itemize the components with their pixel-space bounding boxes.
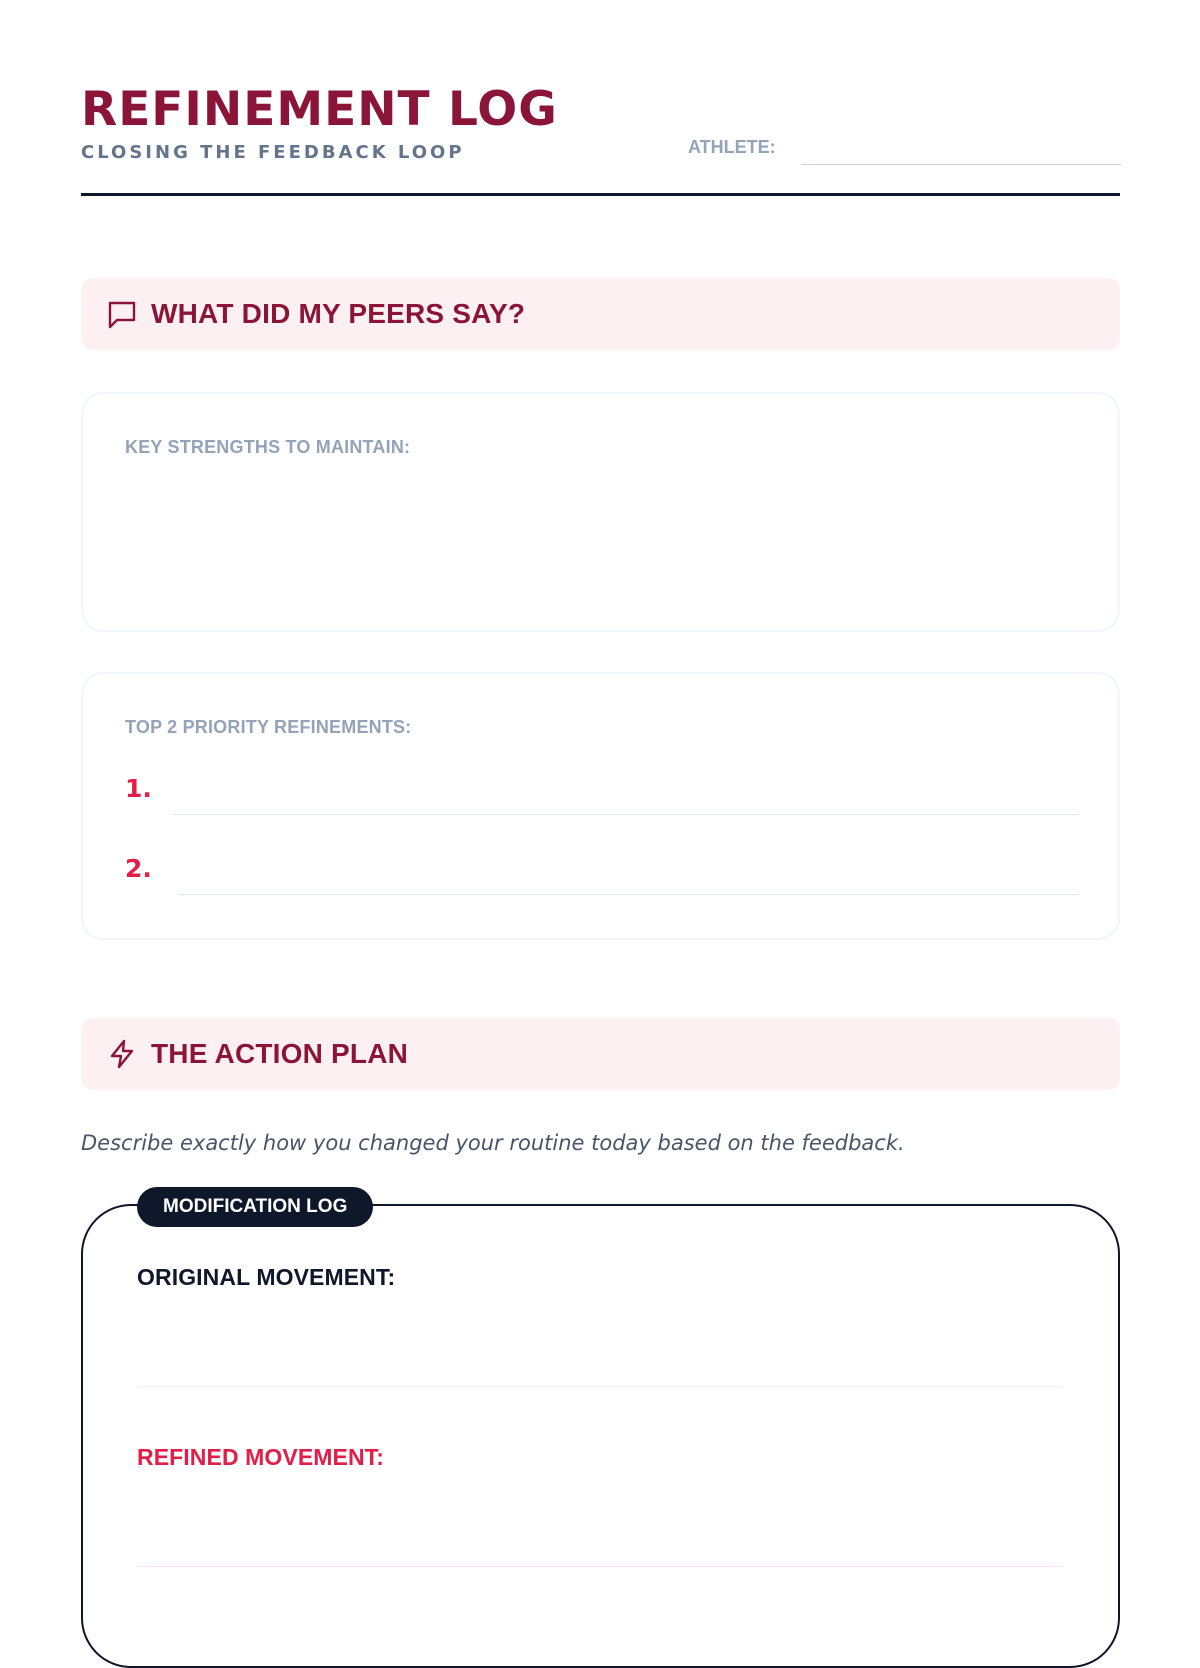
original-movement-label: ORIGINAL MOVEMENT: bbox=[137, 1264, 396, 1290]
page-subtitle: CLOSING THE FEEDBACK LOOP bbox=[81, 142, 465, 163]
priority-number: 2. bbox=[125, 854, 152, 883]
priority-1-field[interactable] bbox=[173, 814, 1079, 815]
priority-number: 1. bbox=[125, 774, 152, 803]
athlete-label: ATHLETE: bbox=[688, 137, 776, 157]
athlete-name-field[interactable] bbox=[801, 164, 1121, 165]
action-section-title: THE ACTION PLAN bbox=[151, 1038, 409, 1069]
strengths-card[interactable] bbox=[81, 392, 1120, 632]
modification-log-tag: MODIFICATION LOG bbox=[137, 1187, 373, 1227]
refined-movement-label: REFINED MOVEMENT: bbox=[137, 1444, 385, 1470]
page-title: REFINEMENT LOG bbox=[81, 82, 558, 137]
original-movement-field[interactable] bbox=[137, 1386, 1063, 1387]
action-instruction: Describe exactly how you changed your routine today based on the feedback. bbox=[81, 1131, 905, 1155]
action-section-header bbox=[81, 1018, 1120, 1090]
lightning-bolt-icon bbox=[105, 1037, 139, 1071]
refined-movement-field[interactable] bbox=[137, 1566, 1063, 1567]
priorities-card bbox=[81, 672, 1120, 940]
header-divider bbox=[81, 193, 1120, 196]
peers-section-title: WHAT DID MY PEERS SAY? bbox=[151, 298, 526, 329]
strengths-label: KEY STRENGTHS TO MAINTAIN: bbox=[125, 437, 411, 457]
peers-section-header bbox=[81, 278, 1120, 350]
priorities-label: TOP 2 PRIORITY REFINEMENTS: bbox=[125, 717, 412, 737]
speech-bubble-icon bbox=[105, 297, 139, 331]
priority-2-field[interactable] bbox=[178, 894, 1079, 895]
